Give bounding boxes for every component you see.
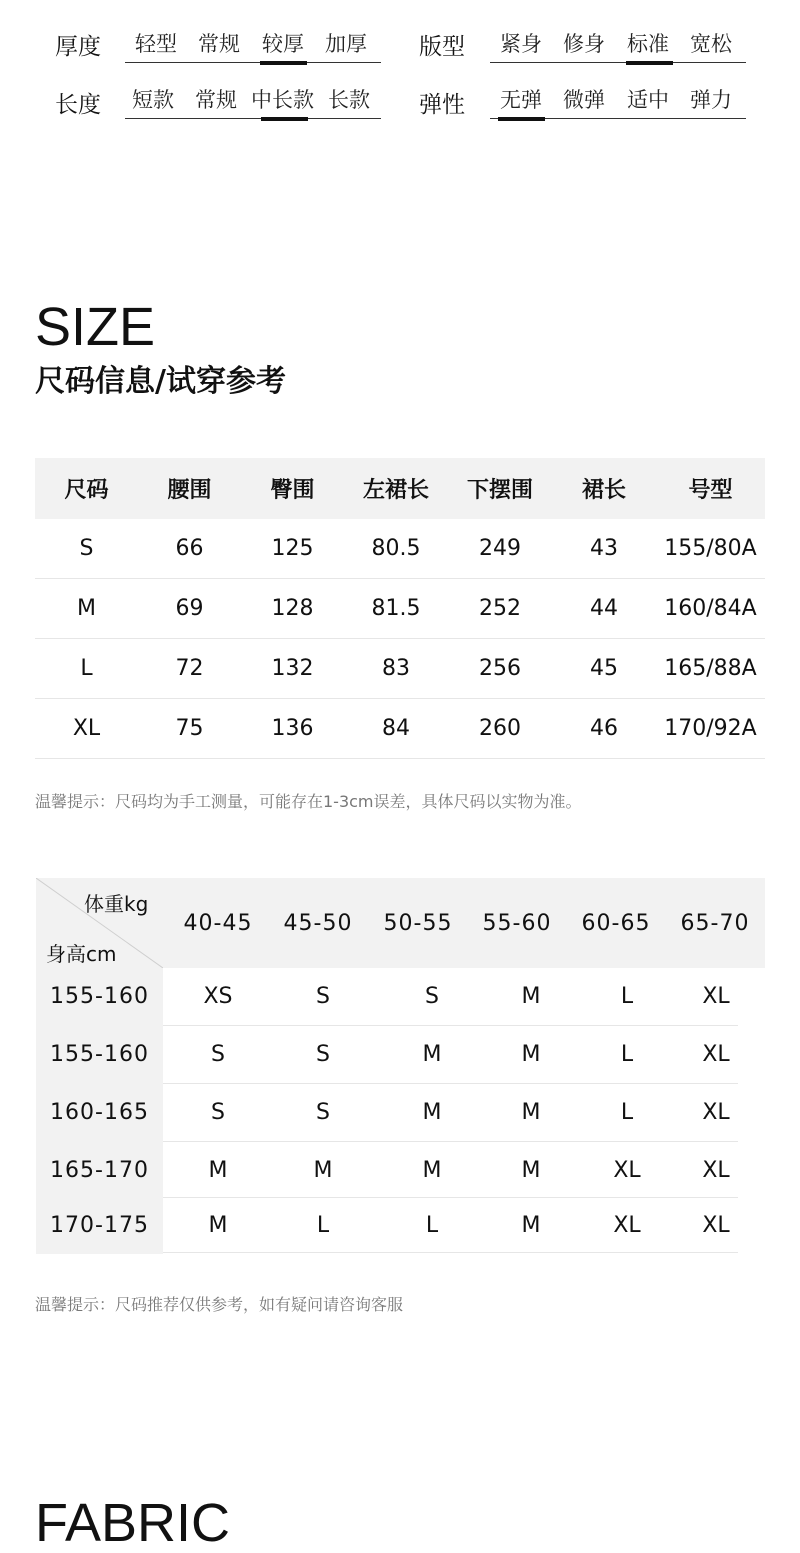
attribute-row-1 bbox=[0, 22, 800, 82]
attr-option-selected: 无弹 bbox=[500, 88, 542, 112]
height-range: 160-165 bbox=[50, 1100, 149, 1125]
size-cell: M bbox=[521, 1042, 541, 1067]
table-row bbox=[35, 519, 765, 579]
size-table bbox=[35, 458, 765, 759]
size-cell: XL bbox=[702, 1100, 730, 1125]
size-cell: S bbox=[316, 1100, 330, 1125]
cell-spec: 165/88A bbox=[664, 656, 757, 681]
table-corner bbox=[36, 878, 163, 968]
attr-option: 弹力 bbox=[690, 88, 732, 112]
size-cell: M bbox=[521, 1157, 541, 1183]
cell-size: L bbox=[80, 656, 93, 681]
height-range: 165-170 bbox=[50, 1157, 149, 1183]
attr-option: 微弹 bbox=[563, 88, 605, 112]
selected-marker bbox=[626, 61, 673, 65]
weight-range: 40-45 bbox=[183, 910, 253, 936]
attr-option: 紧身 bbox=[500, 32, 542, 56]
attr-options-elasticity bbox=[490, 78, 746, 119]
cell-size: M bbox=[77, 596, 96, 621]
height-range: 155-160 bbox=[50, 984, 149, 1009]
attr-option: 常规 bbox=[195, 88, 237, 112]
size-cell: M bbox=[422, 1042, 442, 1067]
weight-range: 55-60 bbox=[482, 910, 552, 936]
weight-range: 45-50 bbox=[283, 910, 353, 936]
weight-header bbox=[163, 878, 765, 968]
size-subtitle: 尺码信息/试穿参考 bbox=[35, 364, 286, 399]
cell-hip: 132 bbox=[271, 656, 314, 681]
cell-size: S bbox=[79, 536, 94, 561]
size-cell: M bbox=[422, 1157, 442, 1183]
recommendation-note: 温馨提示：尺码推荐仅供参考，如有疑问请咨询客服 bbox=[35, 1295, 404, 1314]
attr-option: 宽松 bbox=[690, 32, 732, 56]
size-cell: L bbox=[620, 1042, 634, 1067]
cell-length: 45 bbox=[590, 656, 618, 681]
size-cell: L bbox=[620, 984, 634, 1009]
size-cell: XL bbox=[702, 984, 730, 1009]
weight-range: 50-55 bbox=[383, 910, 453, 936]
fabric-title: FABRIC bbox=[35, 1493, 231, 1553]
size-cell: M bbox=[521, 1212, 541, 1238]
size-cell: XL bbox=[613, 1212, 641, 1238]
cell-hem: 249 bbox=[479, 536, 521, 561]
cell-waist: 69 bbox=[175, 596, 204, 621]
weight-range: 65-70 bbox=[680, 910, 750, 936]
cell-length: 44 bbox=[590, 596, 618, 621]
cell-hem: 256 bbox=[479, 656, 521, 681]
cell-waist: 72 bbox=[175, 656, 204, 681]
attr-label-length: 长度 bbox=[55, 92, 101, 118]
size-cell: XL bbox=[613, 1157, 641, 1183]
row-divider bbox=[163, 1252, 738, 1253]
size-cell: L bbox=[620, 1100, 634, 1125]
cell-hip: 128 bbox=[271, 596, 314, 621]
cell-hem: 252 bbox=[479, 596, 521, 621]
attr-option-selected: 标准 bbox=[627, 32, 669, 56]
attr-option-selected: 较厚 bbox=[262, 32, 304, 56]
cell-left-length: 84 bbox=[382, 716, 410, 741]
height-axis-label: 身高cm bbox=[46, 942, 117, 966]
header-cell: 下摆围 bbox=[466, 478, 533, 503]
cell-left-length: 81.5 bbox=[371, 596, 421, 621]
size-cell: XL bbox=[702, 1212, 730, 1238]
attr-options-thickness bbox=[125, 22, 381, 63]
size-cell: S bbox=[211, 1042, 225, 1067]
weight-range: 60-65 bbox=[581, 910, 651, 936]
attr-option: 修身 bbox=[563, 32, 605, 56]
attribute-row-2 bbox=[0, 78, 800, 138]
size-cell: L bbox=[425, 1212, 439, 1238]
size-cell: M bbox=[521, 1100, 541, 1125]
size-cell: XL bbox=[702, 1157, 730, 1183]
height-range: 155-160 bbox=[50, 1042, 149, 1067]
size-cell: XL bbox=[702, 1042, 730, 1067]
selected-marker bbox=[498, 117, 545, 121]
size-cell: M bbox=[208, 1212, 228, 1238]
size-cell: S bbox=[316, 984, 330, 1009]
cell-spec: 170/92A bbox=[664, 716, 757, 741]
attr-option-selected: 中长款 bbox=[251, 88, 314, 112]
cell-left-length: 83 bbox=[382, 656, 410, 681]
header-cell: 臀围 bbox=[270, 478, 315, 503]
height-range: 170-175 bbox=[50, 1212, 149, 1238]
size-cell: L bbox=[316, 1212, 330, 1238]
table-row bbox=[35, 639, 765, 699]
header-cell: 腰围 bbox=[167, 478, 212, 503]
selected-marker bbox=[261, 117, 308, 121]
cell-spec: 160/84A bbox=[664, 596, 757, 621]
header-cell: 尺码 bbox=[64, 478, 109, 503]
cell-length: 43 bbox=[590, 536, 618, 561]
size-cell: M bbox=[422, 1100, 442, 1125]
attr-label-fit: 版型 bbox=[419, 34, 465, 60]
size-cell: XS bbox=[203, 984, 233, 1009]
header-cell: 号型 bbox=[688, 478, 733, 503]
cell-hip: 136 bbox=[271, 716, 314, 741]
size-cell: S bbox=[316, 1042, 330, 1067]
cell-length: 46 bbox=[590, 716, 618, 741]
selected-marker bbox=[260, 61, 307, 65]
header-cell: 裙长 bbox=[581, 478, 626, 503]
size-cell: S bbox=[211, 1100, 225, 1125]
attr-option: 短款 bbox=[132, 88, 174, 112]
attr-options-length bbox=[125, 78, 381, 119]
size-title: SIZE bbox=[35, 297, 156, 357]
size-note: 温馨提示：尺码均为手工测量，可能存在1-3cm误差，具体尺码以实物为准。 bbox=[35, 792, 582, 811]
size-cell: M bbox=[313, 1157, 333, 1183]
cell-hem: 260 bbox=[479, 716, 521, 741]
attr-option: 加厚 bbox=[325, 32, 367, 56]
size-cell: M bbox=[208, 1157, 228, 1183]
cell-size: XL bbox=[72, 716, 101, 741]
attr-options-fit bbox=[490, 22, 746, 63]
size-recommendation-table bbox=[36, 878, 765, 1254]
cell-spec: 155/80A bbox=[664, 536, 757, 561]
table-row bbox=[35, 579, 765, 639]
cell-left-length: 80.5 bbox=[371, 536, 421, 561]
attr-label-elasticity: 弹性 bbox=[419, 92, 465, 118]
attr-option: 轻型 bbox=[135, 32, 177, 56]
header-cell: 左裙长 bbox=[362, 478, 429, 503]
cell-waist: 66 bbox=[175, 536, 204, 561]
attr-label-thickness: 厚度 bbox=[55, 34, 101, 60]
weight-axis-label: 体重kg bbox=[84, 892, 149, 916]
attr-option: 常规 bbox=[198, 32, 240, 56]
size-cell: M bbox=[521, 984, 541, 1009]
table-row bbox=[35, 699, 765, 759]
attr-option: 适中 bbox=[627, 88, 669, 112]
attr-option: 长款 bbox=[328, 88, 370, 112]
cell-waist: 75 bbox=[175, 716, 204, 741]
size-cell: S bbox=[425, 984, 439, 1009]
size-table-header bbox=[35, 458, 765, 519]
cell-hip: 125 bbox=[271, 536, 314, 561]
